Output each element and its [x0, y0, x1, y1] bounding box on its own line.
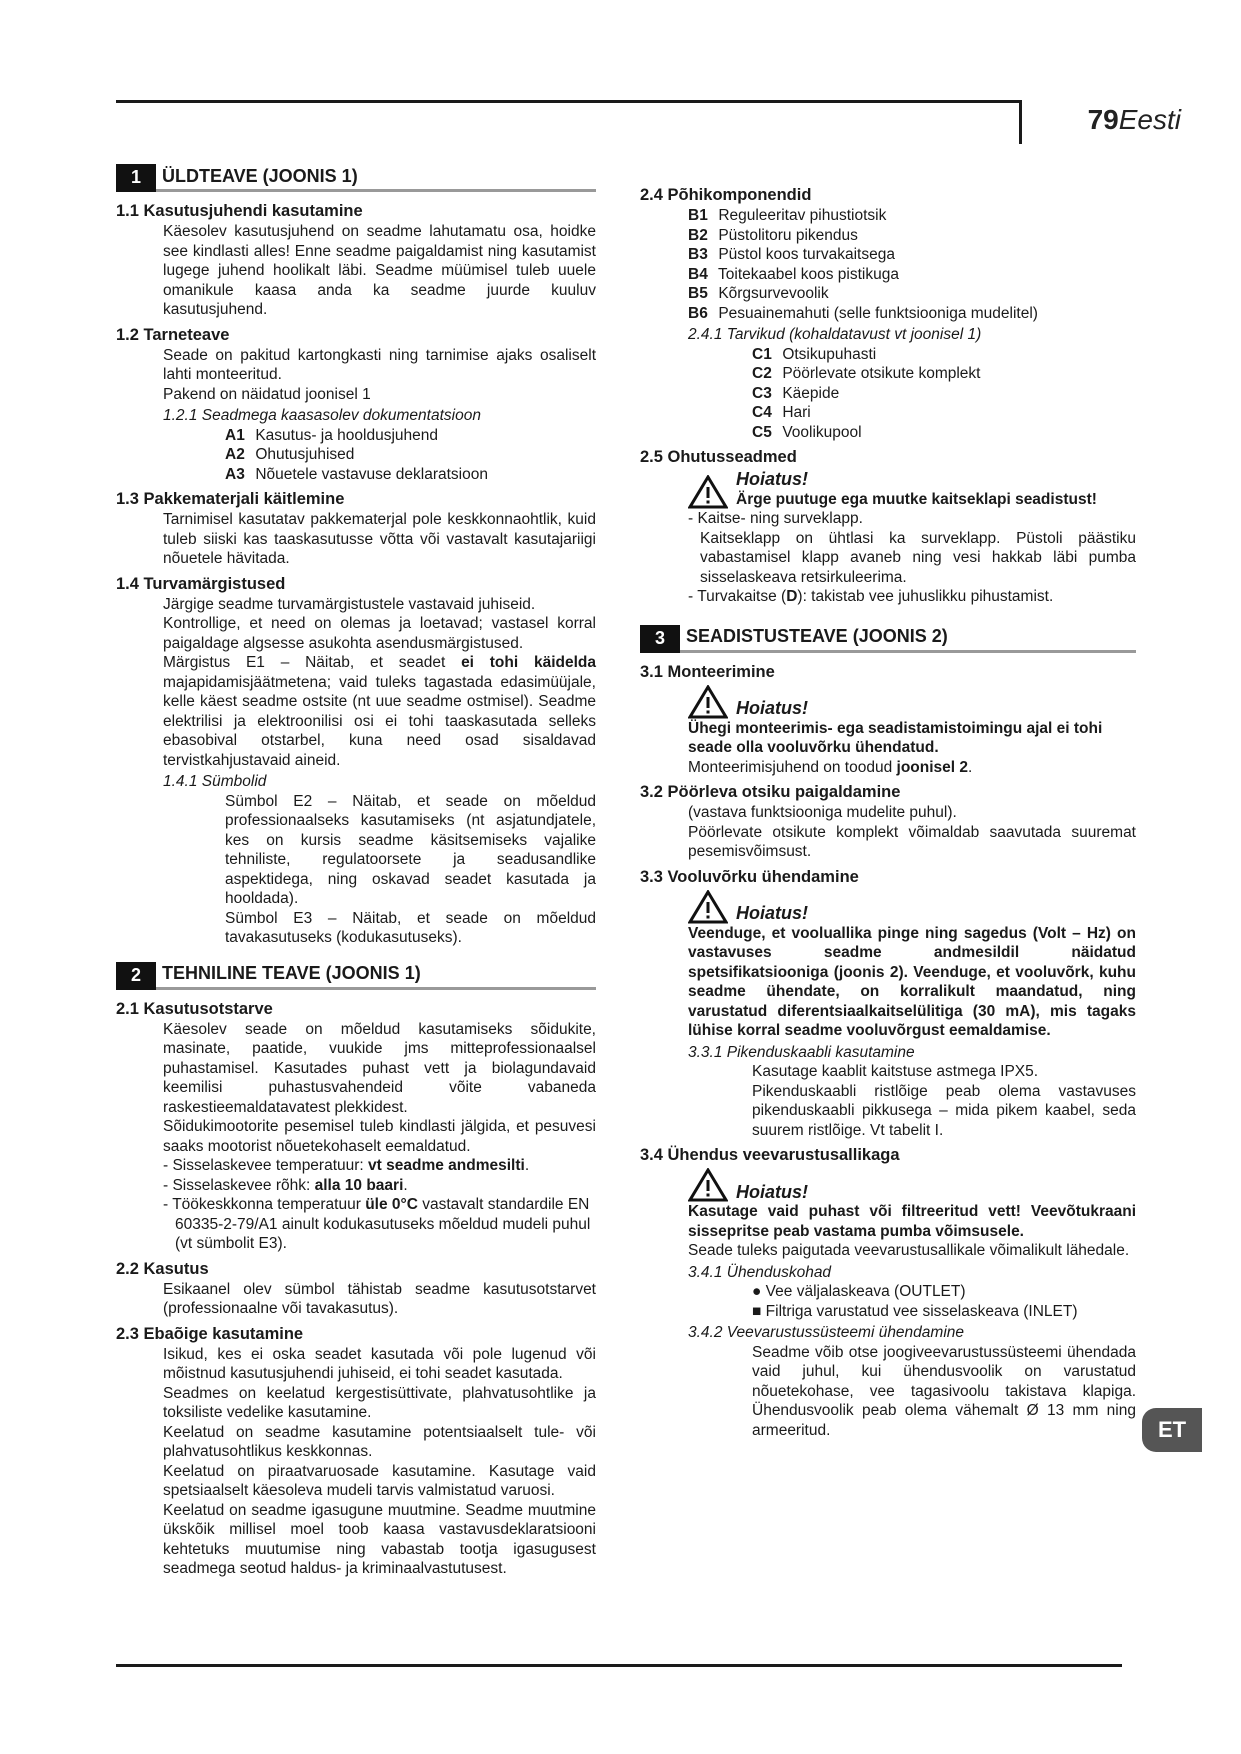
- list-item: ■ Filtriga varustatud vee sisselaskeava (INLET): [752, 1302, 1078, 1320]
- list-item: B5 Kõrgsurvevoolik: [688, 285, 829, 302]
- footer-rule: [116, 1664, 1122, 1667]
- header-rule-vertical: [1019, 100, 1022, 144]
- paragraph: Monteerimisjuhend on toodud joonisel 2.: [688, 758, 973, 776]
- subsection-title: 2.3 Ebaõige kasutamine: [116, 1324, 304, 1343]
- warning-text: Kasutage vaid puhast või filtreeritud vett! Veevõtukraani sissepritse peab vastama pumba võimsusele.: [688, 1203, 1136, 1240]
- section-title: TEHNILINE TEAVE (JOONIS 1): [156, 962, 596, 990]
- documentation-list: [225, 426, 596, 485]
- list-item: C5 Voolikupool: [752, 423, 862, 441]
- subsection-title: 3.2 Pöörleva otsiku paigaldamine: [640, 783, 901, 801]
- paragraph: Sümbol E2 – Näitab, et seade on mõeldud professionaalseks kasutamiseks (nt asjatundjatele, kes on kursis seadme käsitsemiseks vajalike tehniliste, regulatoorsete ja seadusandlike aspektidega, ning oskavad seadet kasutada ja hooldada).: [225, 792, 596, 907]
- paragraph: Käesolev kasutusjuhend on seadme lahutamatu osa, hoidke see kindlasti alles! Enne seadme paigaldamist ning kasutamist lugege juhend hoolikalt läbi. Seadme müümisel tuleb uuele omanikule kaasa anda ka seadme juurde kuuluv kasutusjuhend.: [163, 223, 596, 318]
- paragraph: Sümbol E3 – Näitab, et seade on mõeldud tavakasutuseks (kodukasutuseks).: [225, 909, 596, 946]
- list-item: C3 Käepide: [752, 384, 840, 402]
- subsubsection-title: 2.4.1 Tarvikud (kohaldatavust vt joonisel 1): [688, 326, 982, 343]
- page-number-label: 79Eesti: [1087, 104, 1181, 135]
- accessories-list: [752, 345, 1136, 443]
- warning-icon: [688, 890, 728, 924]
- list-item: B6 Pesuainemahuti (selle funktsiooniga mudelitel): [688, 304, 1038, 322]
- warning-text: Ärge puutuge ega muutke kaitseklapi seadistust!: [736, 490, 1097, 508]
- paragraph: Kasutage kaablit kaitstuse astmega IPX5.: [752, 1063, 1039, 1080]
- paragraph: (vastava funktsiooniga mudelite puhul).: [688, 804, 957, 821]
- paragraph: Seadme võib otse joogiveevarustussüsteemi ühendada vaid juhul, kui ühendusvoolik on varustatud nõuetekohase, vee tagasivoolu takistava klapiga. Ühendusvoolik peab olema vähemalt Ø 13 mm ning armeeritud.: [752, 1343, 1136, 1439]
- subsection-title: 1.3 Pakkematerjali käitlemine: [116, 490, 345, 508]
- paragraph: Kontrollige, et need on olemas ja loetavad; vastasel korral paigaldage algsesse asukohta asendusmärgistused.: [163, 615, 596, 652]
- warning-block: [688, 685, 1136, 758]
- subsubsection-title: 3.3.1 Pikenduskaabli kasutamine: [688, 1043, 915, 1061]
- subsubsection-title: 3.4.1 Ühenduskohad: [688, 1263, 832, 1281]
- warning-icon: [688, 685, 728, 719]
- subsection-title: 1.1 Kasutusjuhendi kasutamine: [116, 202, 363, 220]
- paragraph: Seade on pakitud kartongkasti ning tarnimise ajaks osaliselt lahti monteeritud.: [163, 346, 596, 383]
- paragraph: Pöörlevate otsikute komplekt võimaldab saavutada suuremat pesemisvõimsust.: [688, 823, 1136, 860]
- warning-block: [688, 470, 1136, 509]
- section-3-heading: [640, 625, 1136, 653]
- subsection-title: 3.3 Vooluvõrku ühendamine: [640, 867, 859, 886]
- subsection-title: 2.4 Põhikomponendid: [640, 186, 812, 204]
- section-title: ÜLDTEAVE (JOONIS 1): [156, 164, 596, 192]
- warning-title: Hoiatus!: [736, 698, 808, 718]
- paragraph: Tarnimisel kasutatav pakkematerjal pole keskkonnaohtlik, kuid tuleb siiski kas taaskasutusse võtta või vastavalt kasutajariigi nõuetele hävitada.: [163, 511, 596, 567]
- subsubsection-title: 3.4.2 Veevarustussüsteemi ühendamine: [688, 1324, 965, 1341]
- warning-block: [688, 1168, 1136, 1241]
- list-item: B3 Püstol koos turvakaitsega: [688, 246, 895, 263]
- subsubsection-title: 1.2.1 Seadmega kaasasolev dokumentatsioon: [163, 407, 481, 424]
- subsection-title: 2.2 Kasutus: [116, 1259, 209, 1278]
- list-item: B4 Toitekaabel koos pistikuga: [688, 265, 899, 283]
- warning-title: Hoiatus!: [736, 469, 808, 489]
- warning-icon: [688, 475, 728, 509]
- subsection-title: 1.2 Tarneteave: [116, 325, 230, 344]
- warning-title: Hoiatus!: [736, 1181, 808, 1202]
- dash-item: - Sisselaskevee temperatuur: vt seadme andmesilti.: [163, 1157, 530, 1174]
- paragraph: Pikenduskaabli ristlõige peab olema vastavuses pikenduskaabli pikkusega – mida pikem kaabel, seda suurem ristlõige. Vt tabelit I.: [752, 1082, 1136, 1139]
- section-1-heading: [116, 164, 596, 192]
- section-title: SEADISTUSTEAVE (JOONIS 2): [680, 625, 1136, 653]
- list-item: A3 Nõuetele vastavuse deklaratsioon: [225, 465, 488, 483]
- paragraph: Kaitseklapp on ühtlasi ka surveklapp. Püstoli päästiku vabastamisel klapp avaneb ning vesi hakkab läbi pumba sisselaskeava retsirkuleerima.: [700, 529, 1136, 586]
- dash-item: - Töökeskkonna temperatuur üle 0°C vastavalt standardile EN 60335-2-79/A1 ainult kodukasutuseks mõeldud mudeli puhul (vt sümbolit E3).: [163, 1196, 591, 1252]
- list-item: C1 Otsikupuhasti: [752, 345, 877, 363]
- subsection-title: 2.1 Kasutusotstarve: [116, 999, 273, 1018]
- paragraph: Käesolev seade on mõeldud kasutamiseks sõidukite, masinate, paatide, vuukide jms mitteprofessionaalsel puhastamisel. Kasutades puhast vett ja biolagundavaid keemilisi puhastusvahendeid võite vabaneda raskestieemaldatavatest plekkidest.: [163, 1020, 596, 1116]
- paragraph: Märgistus E1 – Näitab, et seadet ei tohi käidelda majapidamisjäätmetena; vaid tuleks tagastada edasimüüjale, kelle käest seadme ostsite (nt uue seadme ostmisel). Seadme elektrilisi ja elektroonilisi osi ei tohi taaskasutada selleks ebasobival otstarbel, kuna need osad sisaldavad tervistkahjustavaid aineid.: [163, 654, 596, 769]
- section-number: 3: [640, 625, 680, 653]
- list-item: B2 Püstolitoru pikendus: [688, 226, 858, 244]
- header-rule: [116, 100, 1020, 103]
- warning-title: Hoiatus!: [736, 903, 808, 923]
- section-number: 1: [116, 164, 156, 192]
- list-item: ● Vee väljalaskeava (OUTLET): [752, 1283, 966, 1300]
- subsubsection-title: 1.4.1 Sümbolid: [163, 773, 267, 790]
- left-column: [116, 160, 596, 1579]
- paragraph: Järgige seadme turvamärgistustele vastavaid juhiseid.: [163, 595, 536, 613]
- paragraph: Keelatud on seadme kasutamine potentsiaalselt tule- või plahvatusohtlikus keskkonnas.: [163, 1423, 596, 1460]
- dash-item: - Kaitse- ning surveklapp.: [688, 510, 863, 527]
- list-item: C2 Pöörlevate otsikute komplekt: [752, 365, 981, 382]
- dash-item: - Turvakaitse (D): takistab vee juhuslikku pihustamist.: [688, 588, 1054, 605]
- list-item: A2 Ohutusjuhised: [225, 446, 355, 463]
- warning-text: Ühegi monteerimis- ega seadistamistoimingu ajal ei tohi seade olla vooluvõrku ühendatud.: [688, 719, 1103, 756]
- paragraph: Seadmes on keelatud kergestisüttivate, plahvatusohtlike ja toksiliste vedelike kasutamine.: [163, 1384, 596, 1421]
- paragraph: Keelatud on seadme igasugune muutmine. Seadme muutmine ükskõik millisel moel toob kaasa vastavusdeklaratsiooni kehtetuks muutumise ning vabastab tootja igasugusest seadmega seotud haldus- ja kriminaalvastutusest.: [163, 1501, 596, 1577]
- subsection-title: 3.4 Ühendus veevarustusallikaga: [640, 1146, 900, 1164]
- paragraph: Esikaanel olev sümbol tähistab seadme kasutusotstarvet (professionaalne või tavakasutus).: [163, 1280, 596, 1317]
- dash-item: - Sisselaskevee rõhk: alla 10 baari.: [163, 1176, 408, 1194]
- section-number: 2: [116, 962, 156, 990]
- subsection-title: 3.1 Monteerimine: [640, 662, 775, 681]
- paragraph: Keelatud on piraatvaruosade kasutamine. Kasutage vaid spetsiaalselt käesoleva mudeli tarvis valmistatud varuosi.: [163, 1462, 596, 1499]
- right-column: [640, 160, 1136, 1440]
- warning-icon: [688, 1168, 728, 1202]
- paragraph: Sõidukimootorite pesemisel tuleb kindlasti jälgida, et pesuvesi saaks mootorist nõuetekohaselt eemaldatud.: [163, 1118, 596, 1155]
- subsection-title: 2.5 Ohutusseadmed: [640, 448, 797, 466]
- list-item: C4 Hari: [752, 404, 811, 421]
- warning-block: [688, 890, 1136, 1041]
- paragraph: Seade tuleks paigutada veevarustusallikale võimalikult lähedale.: [688, 1242, 1130, 1259]
- list-item: A1 Kasutus- ja hooldusjuhend: [225, 426, 438, 444]
- components-list: [688, 206, 1136, 323]
- paragraph: Isikud, kes ei oska seadet kasutada või pole lugenud või mõistnud kasutusjuhendi juhiseid, ei tohi seadet kasutada.: [163, 1345, 596, 1382]
- list-item: B1 Reguleeritav pihustiotsik: [688, 207, 887, 224]
- paragraph: Pakend on näidatud joonisel 1: [163, 385, 371, 403]
- warning-text: Veenduge, et vooluallika pinge ning sagedus (Volt – Hz) on vastavuses seadme andmesildil näidatud spetsifikatsiooniga (joonis 2). Veenduge, et vooluvõrk, kuhu seadme ühendate, on korralikult maandatud, ning varustatud diferentsiaalkaitselülitiga (30 mA), mis tagaks lühise korral seadme vooluvõrgust eemaldamise.: [688, 924, 1136, 1039]
- language-tab: ET: [1142, 1408, 1202, 1452]
- section-2-heading: [116, 962, 596, 990]
- subsection-title: 1.4 Turvamärgistused: [116, 574, 286, 593]
